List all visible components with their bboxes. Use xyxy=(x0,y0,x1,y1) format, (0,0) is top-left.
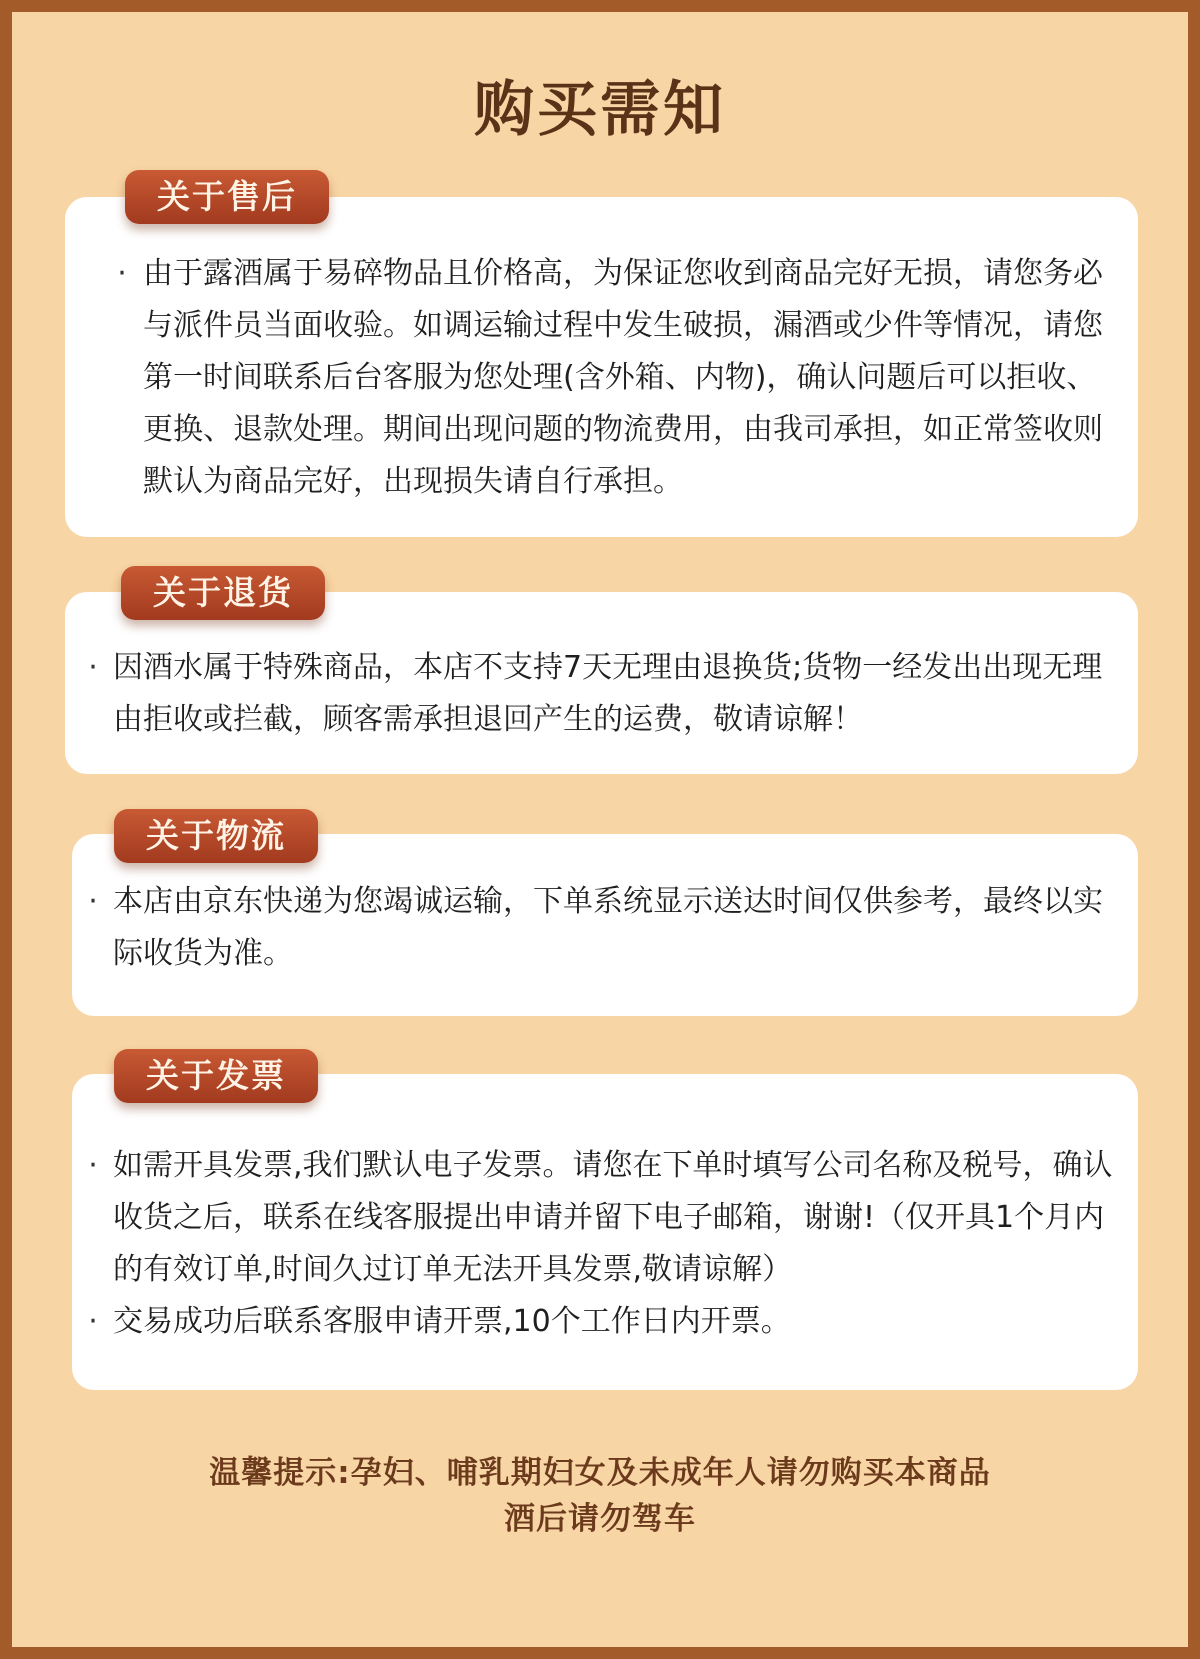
after-sales-text xyxy=(109,248,1109,508)
bullet-dot: · xyxy=(88,884,98,919)
list-item-text: 由于露酒属于易碎物品且价格高，为保证您收到商品完好无损，请您务必与派件员当面收验。如调运输过程中发生破损，漏酒或少件等情况，请您第一时间联系后台客服为您处理(含外箱、内物)，确认问题后可以拒收、更换、退款处理。期间出现问题的物流费用，由我司承担，如正常签收则默认为商品完好，出现损失请自行承担。 xyxy=(143,256,1103,499)
returns-heading: 关于退货 xyxy=(121,566,325,620)
list-item xyxy=(82,1140,1127,1296)
list-item xyxy=(109,248,1109,508)
list-item-text: 交易成功后联系客服申请开票,10个工作日内开票。 xyxy=(113,1304,791,1339)
bullet-dot: · xyxy=(88,1148,98,1183)
footer-warning: 温馨提示:孕妇、哺乳期妇女及未成年人请勿购买本商品 xyxy=(209,1455,991,1491)
bullet-dot: · xyxy=(88,1304,98,1339)
returns-text xyxy=(82,642,1122,746)
logistics-text xyxy=(82,876,1112,980)
bullet-dot: · xyxy=(117,256,127,291)
footer-drink-drive: 酒后请勿驾车 xyxy=(504,1501,696,1537)
list-item xyxy=(82,1296,1127,1348)
bullet-dot: · xyxy=(88,650,98,685)
list-item-text: 因酒水属于特殊商品，本店不支持7天无理由退换货;货物一经发出出现无理由拒收或拦截，顾客需承担退回产生的运费，敬请谅解！ xyxy=(113,650,1103,737)
list-item-text: 如需开具发票,我们默认电子发票。请您在下单时填写公司名称及税号，确认收货之后，联系在线客服提出申请并留下电子邮箱，谢谢!（仅开具1个月内的有效订单,时间久过订单无法开具发票,敬请谅解） xyxy=(113,1148,1113,1287)
logistics-heading: 关于物流 xyxy=(114,809,318,863)
list-item xyxy=(82,642,1122,746)
page-title: 购买需知 xyxy=(474,75,726,145)
invoice-heading: 关于发票 xyxy=(114,1049,318,1103)
invoice-text xyxy=(82,1140,1127,1348)
after-sales-heading: 关于售后 xyxy=(125,170,329,224)
list-item-text: 本店由京东快递为您竭诚运输，下单系统显示送达时间仅供参考，最终以实际收货为准。 xyxy=(113,884,1103,971)
list-item xyxy=(82,876,1112,980)
